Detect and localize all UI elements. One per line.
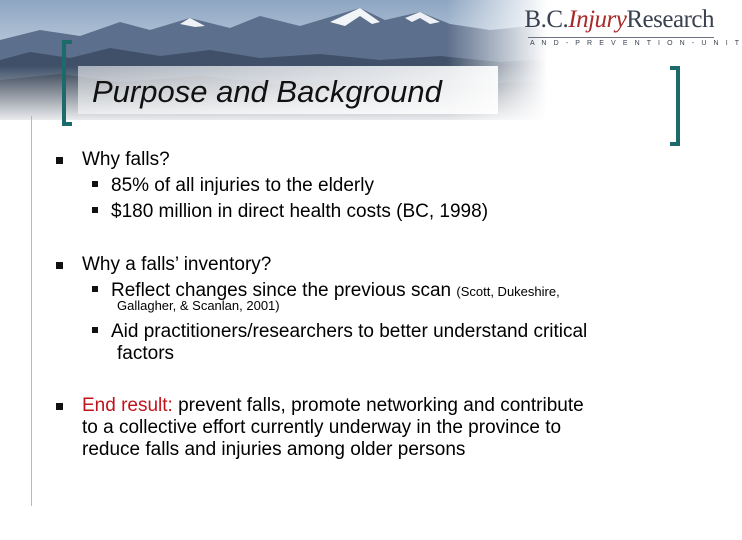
bullet-marker-1	[56, 157, 63, 164]
sub-bullet-marker	[92, 181, 98, 187]
bullet-1-sub-1	[92, 175, 374, 197]
slide-title: Purpose and Background	[92, 74, 442, 109]
bullet-1-sub-1-text: 85% of all injuries to the elderly	[111, 175, 374, 196]
bullet-2-sub-1-text: Reflect changes since the previous scan	[111, 280, 452, 301]
bullet-3-line-1	[82, 395, 584, 417]
bullet-2-sub-2-continued: factors	[117, 343, 175, 364]
logo-brand-emph: Injury	[568, 6, 627, 33]
sub-bullet-marker	[92, 207, 98, 213]
bullet-1-sub-2	[92, 201, 488, 223]
bullet-marker-3	[56, 403, 63, 410]
logo-brand-prefix: B.C.	[524, 6, 569, 33]
bullet-2-text: Why a falls’ inventory?	[82, 254, 272, 275]
bullet-1-text: Why falls?	[82, 149, 170, 170]
sub-bullet-marker	[92, 327, 98, 333]
citation-part-2: Gallagher, & Scanlan, 2001)	[117, 298, 280, 313]
logo-tagline: A N D - P R E V E N T I O N - U N I T	[530, 40, 742, 47]
bullet-3-line-3: reduce falls and injuries among older persons	[82, 439, 466, 460]
bullet-marker-2	[56, 262, 63, 269]
end-result-label: End result:	[82, 395, 173, 416]
bullet-2-sub-2	[92, 321, 587, 343]
bullet-1-sub-2-text: $180 million in direct health costs (BC, 1998)	[111, 201, 489, 222]
logo-brand-suffix: Research	[626, 6, 714, 33]
bullet-3-line-1-text: prevent falls, promote networking and contribute	[178, 395, 584, 416]
citation-part-1: (Scott, Dukeshire,	[456, 284, 560, 299]
bullet-3-line-2: to a collective effort currently underway in the province to	[82, 417, 562, 438]
bullet-2-sub-2-text: Aid practitioners/researchers to better understand critical	[111, 321, 588, 342]
sub-bullet-marker	[92, 286, 98, 292]
